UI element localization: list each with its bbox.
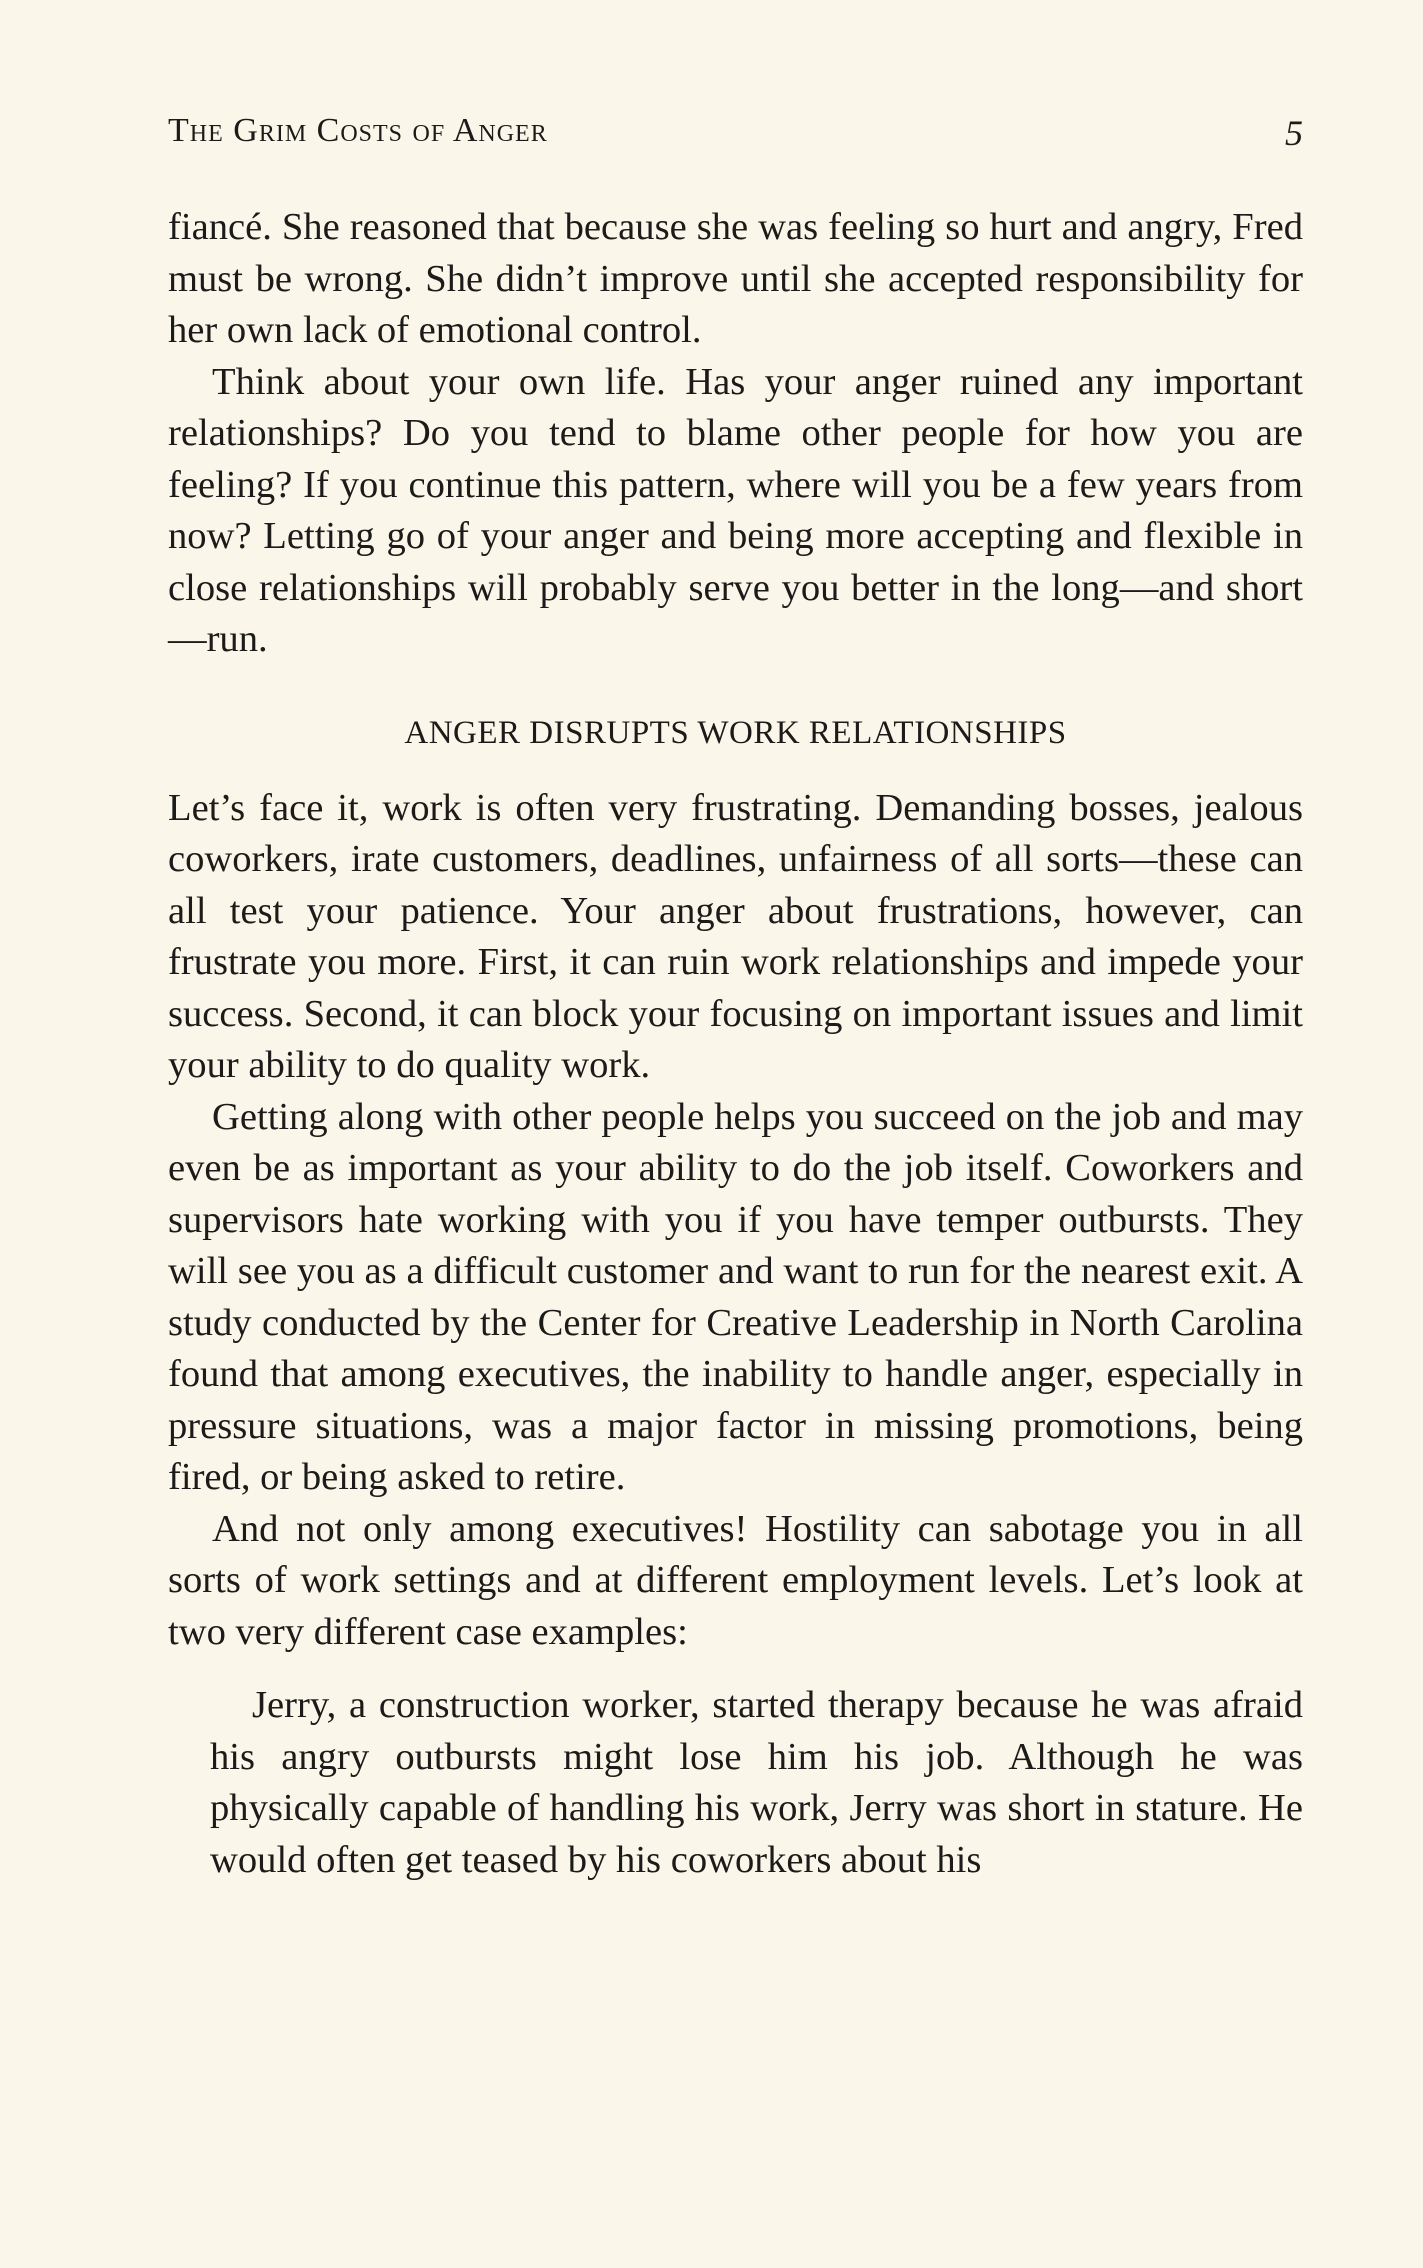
section-heading: ANGER DISRUPTS WORK RELATIONSHIPS bbox=[404, 714, 1067, 751]
running-title: The Grim Costs of Anger bbox=[168, 112, 548, 149]
body-text bbox=[168, 202, 1303, 1886]
running-header bbox=[168, 112, 1303, 162]
paragraph-continuation: fiancé. She reasoned that because she was feeling so hurt and angry, Fred must be wrong. She didn’t improve until she accepted responsibility for her own lack of emotional control. bbox=[168, 206, 1303, 351]
page-number: 5 bbox=[1285, 113, 1303, 153]
paragraph-think-about: Think about your own life. Has your anger ruined any important relationships? Do you tend to blame other people for how you are feeling? If you continue this pattern, where will you be a few years from now? Letting go of your anger and being more accepting and flexible in close relationships will probably serve you better in the long—and short—run. bbox=[168, 360, 1303, 660]
paragraph-getting-along: Getting along with other people helps you succeed on the job and may even be as important as your ability to do the job itself. Coworkers and supervisors hate working with you if you have temper outbursts. They will see you as a difficult customer and want to run for the nearest exit. A study conducted by the Center for Creative Leadership in North Carolina found that among executives, the inability to handle anger, especially in pressure situations, was a major factor in missing promotions, being fired, or being asked to retire. bbox=[168, 1095, 1303, 1498]
paragraph-not-only-executives: And not only among executives! Hostility can sabotage you in all sorts of work settings and at different employment levels. Let’s look at two very different case examples: bbox=[168, 1507, 1303, 1653]
paragraph-work-frustrating: Let’s face it, work is often very frustrating. Demanding bosses, jealous coworkers, irate customers, deadlines, unfairness of all sorts—these can all test your patience. Your anger about frustrations, however, can frustrate you more. First, it can ruin work relationships and impede your success. Second, it can block your focusing on important issues and limit your ability to do quality work. bbox=[168, 786, 1303, 1086]
case-example-jerry: Jerry, a construction worker, started therapy because he was afraid his angry outbursts might lose him his job. Although he was physically capable of handling his work, Jerry was short in stature. He would often get teased by his coworkers about his bbox=[210, 1684, 1303, 1881]
